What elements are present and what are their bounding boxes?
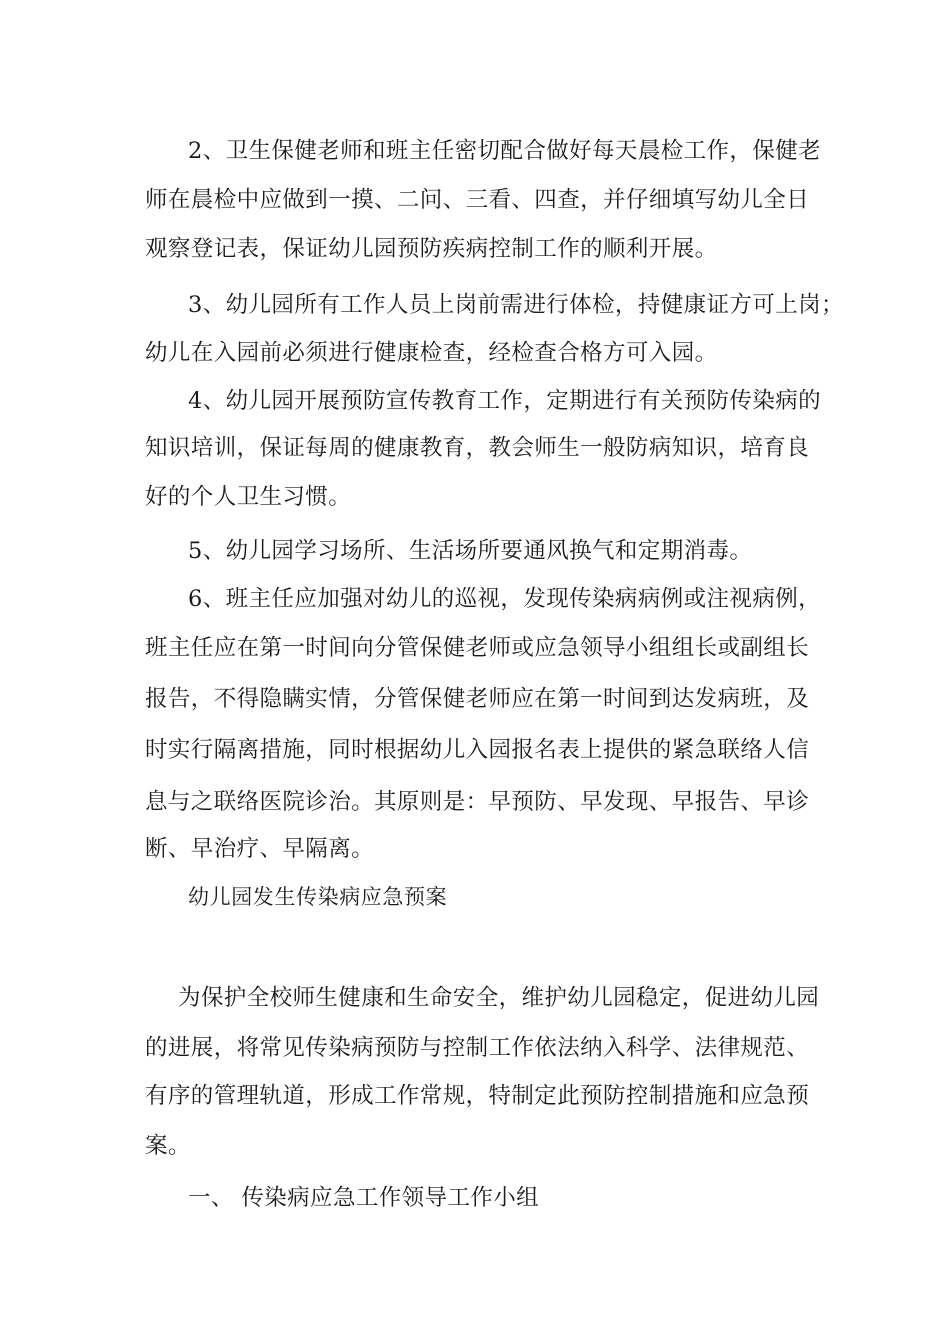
paragraph-2-line-1: 2、卫生保健老师和班主任密切配合做好每天晨检工作，保健老	[188, 138, 822, 164]
intro-line-3: 有序的管理轨道，形成工作常规，特制定此预防控制措施和应急预	[145, 1083, 810, 1109]
paragraph-4-line-3: 好的个人卫生习惯。	[145, 484, 352, 510]
section-heading-1: 一、 传染病应急工作领导工作小组	[188, 1185, 540, 1211]
paragraph-6-line-4: 时实行隔离措施，同时根据幼儿入园报名表上提供的紧急联络人信	[145, 737, 810, 763]
paragraph-6-line-3: 报告，不得隐瞒实情，分管保健老师应在第一时间到达发病班，及	[145, 686, 810, 712]
paragraph-2-line-2: 师在晨检中应做到一摸、二问、三看、四查，并仔细填写幼儿全日	[145, 187, 810, 213]
paragraph-3-line-2: 幼儿在入园前必须进行健康检查，经检查合格方可入园。	[145, 340, 718, 366]
paragraph-3-line-1: 3、幼儿园所有工作人员上岗前需进行体检，持健康证方可上岗；	[188, 292, 844, 318]
paragraph-2-line-3: 观察登记表，保证幼儿园预防疾病控制工作的顺利开展。	[145, 236, 718, 262]
paragraph-6-line-5: 息与之联络医院诊治。其原则是：早预防、早发现、早报告、早诊	[145, 789, 810, 815]
paragraph-6-line-2: 班主任应在第一时间向分管保健老师或应急领导小组组长或副组长	[145, 635, 810, 661]
intro-line-4: 案。	[145, 1133, 191, 1159]
section-title: 幼儿园发生传染病应急预案	[188, 885, 448, 909]
paragraph-4-line-2: 知识培训，保证每周的健康教育，教会师生一般防病知识，培育良	[145, 435, 810, 461]
intro-line-1: 为保护全校师生健康和生命安全，维护幼儿园稳定，促进幼儿园	[178, 985, 820, 1011]
intro-line-2: 的进展，将常见传染病预防与控制工作依法纳入科学、法律规范、	[145, 1035, 810, 1061]
paragraph-5-line-1: 5、幼儿园学习场所、生活场所要通风换气和定期消毒。	[188, 538, 753, 564]
paragraph-4-line-1: 4、幼儿园开展预防宣传教育工作，定期进行有关预防传染病的	[188, 388, 822, 414]
paragraph-6-line-1: 6、班主任应加强对幼儿的巡视，发现传染病病例或注视病例，	[188, 586, 822, 612]
paragraph-6-line-6: 断、早治疗、早隔离。	[145, 836, 375, 862]
